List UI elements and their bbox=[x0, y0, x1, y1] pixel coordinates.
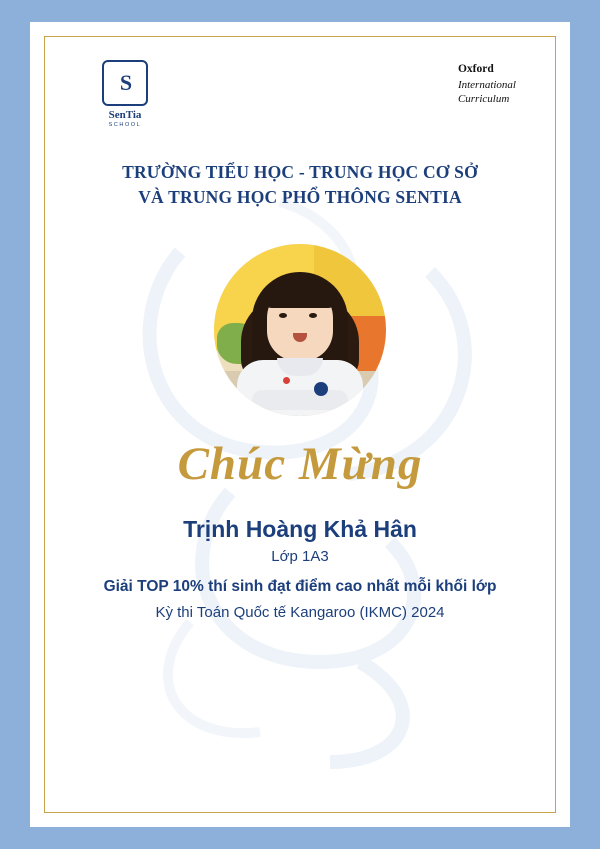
decorative-gold-border bbox=[44, 36, 556, 813]
partner-line-1: Oxford bbox=[457, 63, 494, 75]
partner-line-2: International bbox=[457, 78, 516, 91]
sentia-school-logo-icon: S bbox=[102, 60, 148, 106]
school-title-line-1: TRƯỜNG TIỂU HỌC - TRUNG HỌC CƠ SỞ bbox=[122, 162, 478, 182]
logo-name: SenTia bbox=[108, 109, 142, 121]
school-logo bbox=[90, 60, 160, 128]
header bbox=[66, 60, 534, 132]
school-title bbox=[80, 160, 520, 211]
decorative-watermark bbox=[30, 22, 570, 827]
award-description: Giải TOP 10% thí sinh đạt điểm cao nhất mỗi khối lớp bbox=[103, 578, 497, 595]
student-class: Lớp 1A3 bbox=[271, 548, 329, 565]
student-photo-image bbox=[214, 244, 386, 416]
certificate-card bbox=[30, 22, 570, 827]
partner-curriculum-block bbox=[458, 62, 516, 107]
partner-line-3: Curriculum bbox=[457, 93, 510, 106]
student-photo bbox=[214, 244, 386, 416]
watermark-swirls bbox=[30, 22, 570, 827]
school-title-line-2: VÀ TRUNG HỌC PHỔ THÔNG SENTIA bbox=[138, 187, 462, 208]
exam-name: Kỳ thi Toán Quốc tế Kangaroo (IKMC) 2024 bbox=[155, 604, 445, 621]
congratulations-heading: Chúc Mừng bbox=[177, 438, 423, 490]
student-name: Trịnh Hoàng Khả Hân bbox=[183, 516, 417, 542]
logo-subtitle: SCHOOL bbox=[108, 122, 142, 128]
